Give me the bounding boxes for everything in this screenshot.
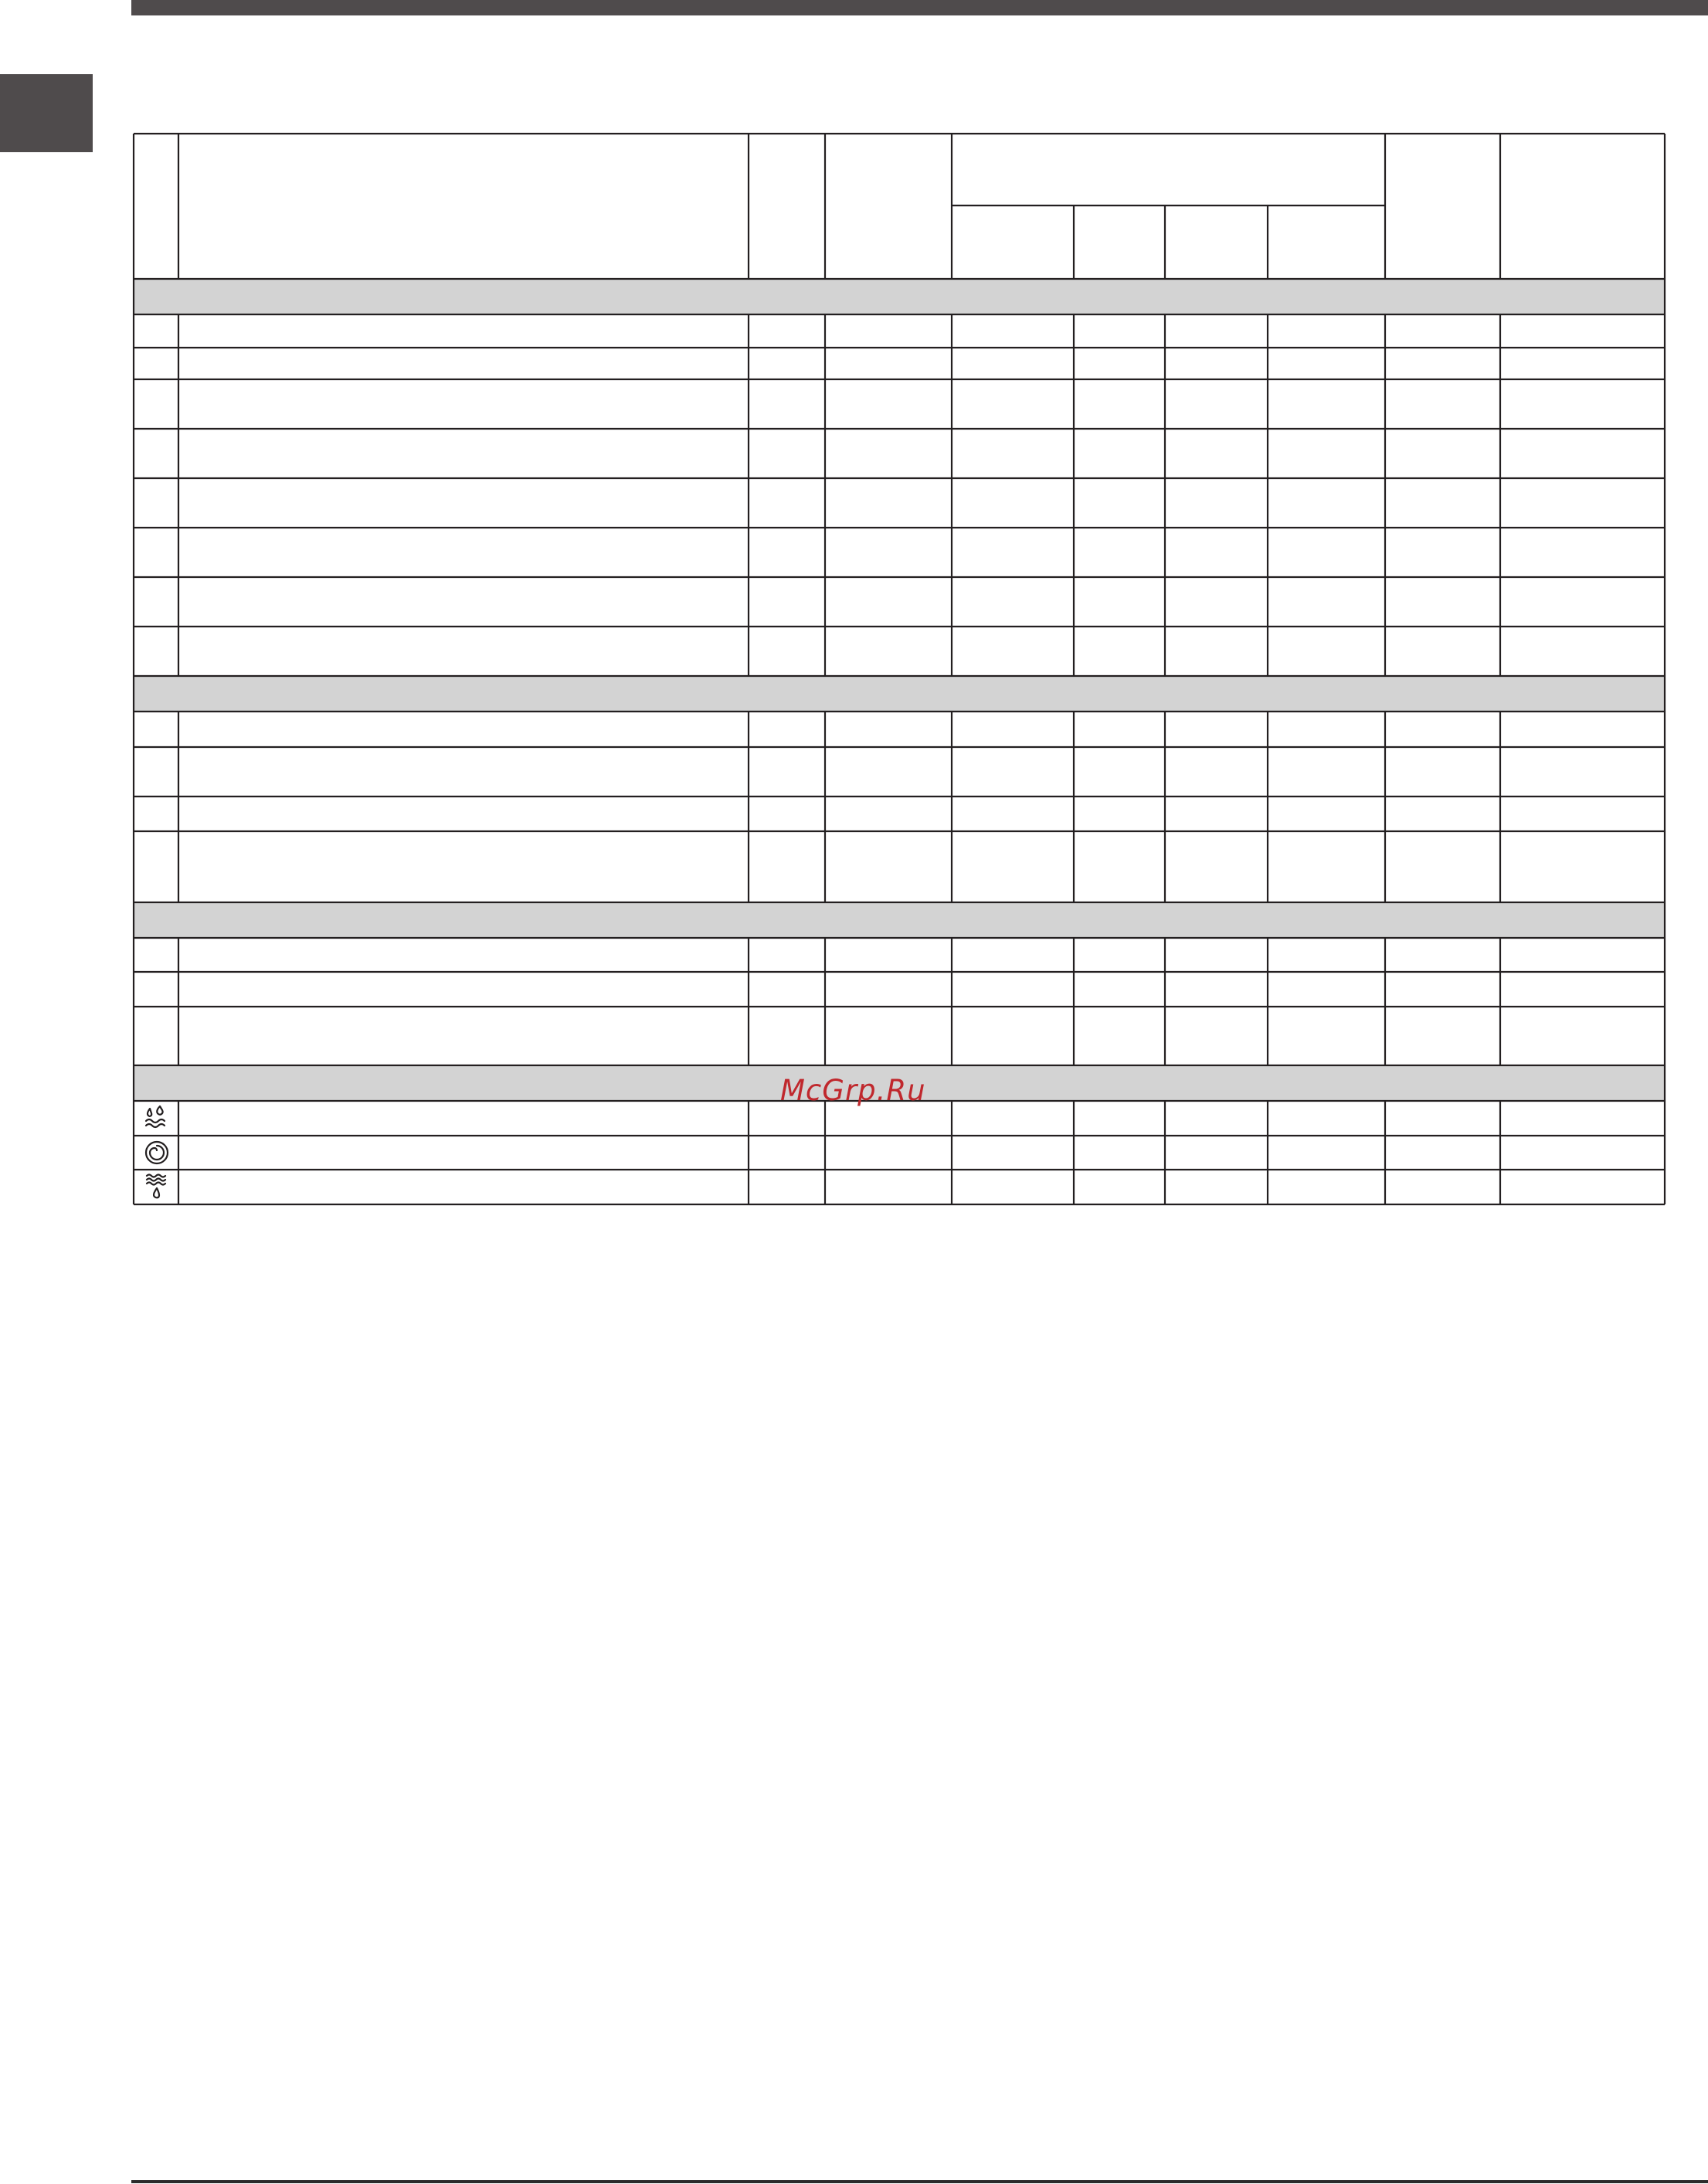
section-header-row [134,902,1665,938]
rinse-icon [146,1106,165,1127]
drain-icon [147,1175,165,1198]
watermark: McGrp.Ru [780,1074,926,1107]
bottom-rule [131,2180,1708,2183]
section-header-row [134,676,1665,712]
section-header-row [134,279,1665,314]
spin-icon [146,1142,168,1163]
